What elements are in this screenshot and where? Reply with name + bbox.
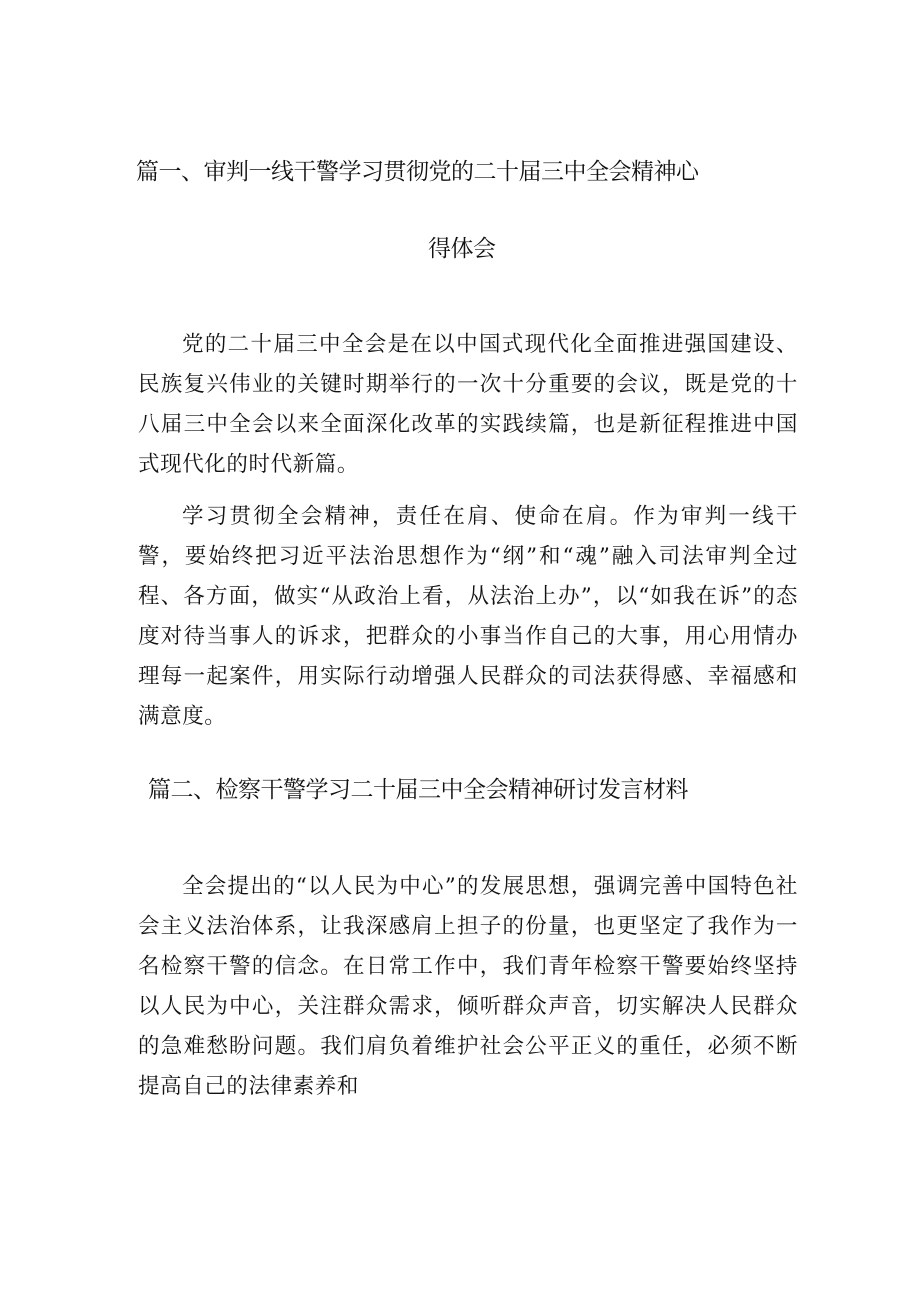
section1-title-line2: 得体会 [428, 236, 496, 262]
section2-title: 篇二、检察干警学习二十届三中全会精神研讨发言材料 [148, 777, 688, 803]
section2-paragraph-1: 全会提出的“以人民为中心”的发展思想，强调完善中国特色社会主义法治体系，让我深感肩上担子的份量，也更坚定了我作为一名检察干警的信念。在日常工作中，我们青年检察干警要始终坚持以人民为中心，关注群众需求，倾听群众声音，切实解决人民群众的急难愁盼问题。我们肩负着维护社会公平正义的重任，必须不断提高自己的法律素养和 [138, 874, 798, 1099]
section1-title-line1: 篇一、审判一线干警学习贯彻党的二十届三中全会精神心 [136, 159, 699, 185]
section1-paragraph-1: 党的二十届三中全会是在以中国式现代化全面推进强国建设、民族复兴伟业的关键时期举行的一次十分重要的会议，既是党的十八届三中全会以来全面深化改革的实践续篇，也是新征程推进中国式现代化的时代新篇。 [138, 332, 798, 477]
section1-paragraph-2: 学习贯彻全会精神，责任在肩、使命在肩。作为审判一线干警，要始终把习近平法治思想作为“纲”和“魂”融入司法审判全过程、各方面，做实“从政治上看，从法治上办”，以“如我在诉”的态度对待当事人的诉求，把群众的小事当作自己的大事，用心用情办理每一起案件，用实际行动增强人民群众的司法获得感、幸福感和满意度。 [138, 504, 798, 729]
